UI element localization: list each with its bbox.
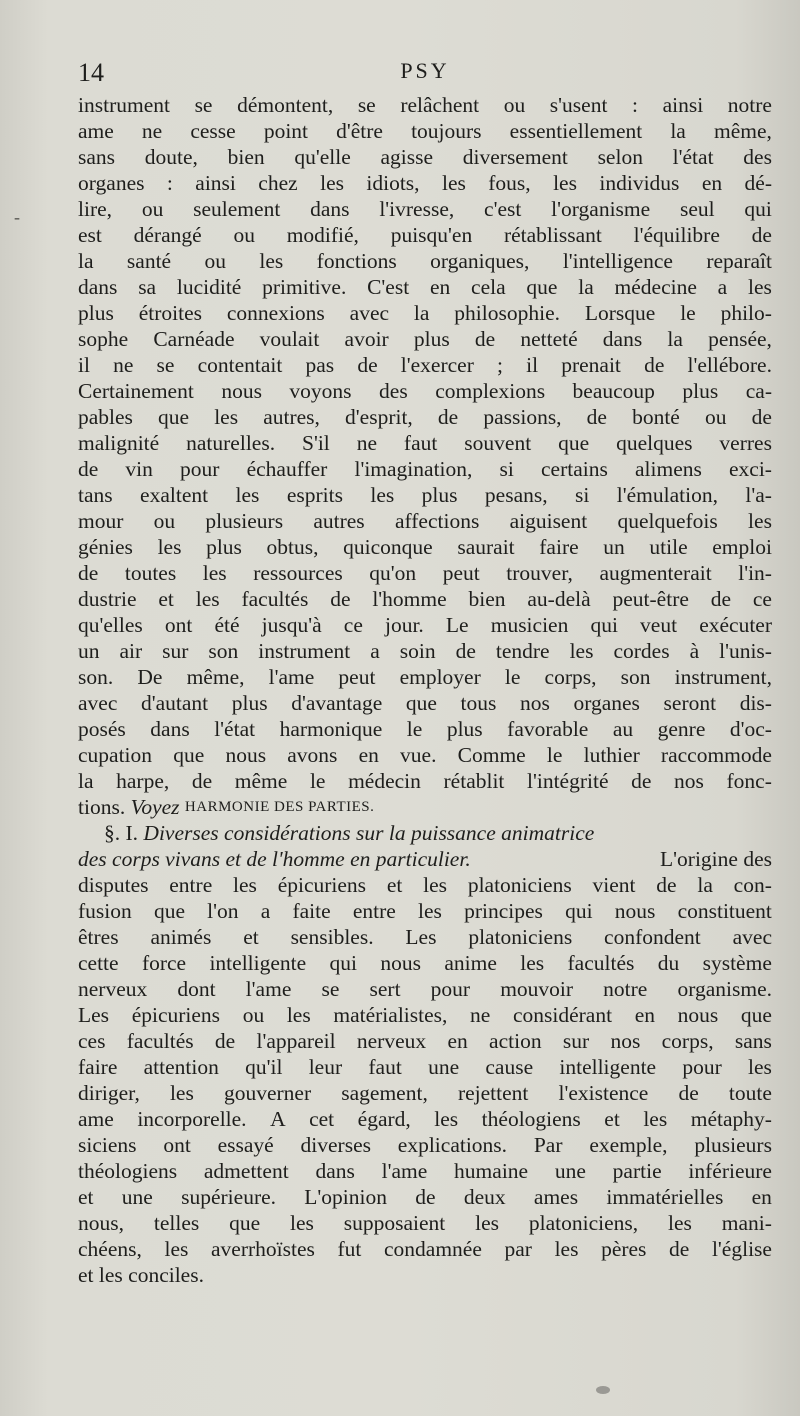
text-line: la harpe, de même le médecin rétablit l'intégrité de nos fonc- [78,769,772,793]
text-line: Les épicuriens ou les matérialistes, ne considérant en nous que [78,1003,772,1027]
section-heading-line-1 [78,820,772,846]
text-line: et une supérieure. L'opinion de deux ames immatérielles en [78,1185,772,1209]
section-heading-line-2 [78,846,772,872]
text-line: nous, telles que les supposaient les platoniciens, les mani- [78,1211,772,1235]
text-line: la santé ou les fonctions organiques, l'intelligence reparaît [78,249,772,273]
section-title-2: des corps vivans et de l'homme en particulier. [78,847,471,871]
text-line: Certainement nous voyons des complexions beaucoup plus ca- [78,379,772,403]
voyez-lead: tions. [78,795,126,819]
text-line: il ne se contentait pas de l'exercer ; il prenait de l'ellébore. [78,353,772,377]
text-line: sans doute, bien qu'elle agisse diversement selon l'état des [78,145,772,169]
text-line: ces facultés de l'appareil nerveux en action sur nos corps, sans [78,1029,772,1053]
text-line: siciens ont essayé diverses explications. Par exemple, plusieurs [78,1133,772,1157]
paper-speck [596,1386,610,1394]
text-line: instrument se démontent, se relâchent ou s'usent : ainsi notre [78,93,772,117]
text-line: son. De même, l'ame peut employer le corps, son instrument, [78,665,772,689]
text-line: êtres animés et sensibles. Les platoniciens confondent avec [78,925,772,949]
text-line: malignité naturelles. S'il ne faut souvent que quelques verres [78,431,772,455]
text-line-voyez [78,794,772,820]
text-line: faire attention qu'il leur faut une cause intelligente pour les [78,1055,772,1079]
text-line: théologiens admettent dans l'ame humaine une partie inférieure [78,1159,772,1183]
page-number: 14 [78,58,104,87]
text-line: qu'elles ont été jusqu'à ce jour. Le musicien qui veut exécuter [78,613,772,637]
text-line: un air sur son instrument a soin de tendre les cordes à l'unis- [78,639,772,663]
text-line: pables que les autres, d'esprit, de passions, de bonté ou de [78,405,772,429]
text-line: dans sa lucidité primitive. C'est en cela que la médecine a les [78,275,772,299]
text-line: de toutes les ressources qu'on peut trouver, augmenterait l'in- [78,561,772,585]
running-head: PSY [400,58,450,83]
text-line: chéens, les averrhoïstes fut condamnée par les pères de l'église [78,1237,772,1261]
page-header [78,58,772,92]
text-line: plus étroites connexions avec la philosophie. Lorsque le philo- [78,301,772,325]
text-line: dustrie et les facultés de l'homme bien au-delà peut-être de ce [78,587,772,611]
cross-reference: HARMONIE DES PARTIES. [184,799,375,815]
text-line: est dérangé ou modifié, puisqu'en rétablissant l'équilibre de [78,223,772,247]
text-line: nerveux dont l'ame se sert pour mouvoir notre organisme. [78,977,772,1001]
paragraph-2 [78,872,772,1262]
text-line: lire, ou seulement dans l'ivresse, c'est l'organisme seul qui [78,197,772,221]
text-line: diriger, les gouverner sagement, rejettent l'existence de toute [78,1081,772,1105]
text-line: posés dans l'état harmonique le plus favorable au genre d'oc- [78,717,772,741]
voyez-italic: Voyez [130,795,180,819]
text-line-last [78,1262,772,1288]
text-line: cette force intelligente qui nous anime les facultés du système [78,951,772,975]
margin-mark: - [14,207,20,227]
text-line: disputes entre les épicuriens et les platoniciens vient de la con- [78,873,772,897]
text-line: tans exaltent les esprits les plus pesans, si l'émulation, l'a- [78,483,772,507]
text-line: fusion que l'on a faite entre les principes qui nous constituent [78,899,772,923]
text-line: de vin pour échauffer l'imagination, si certains alimens exci- [78,457,772,481]
text-line: organes : ainsi chez les idiots, les fous, les individus en dé- [78,171,772,195]
text-line: avec d'autant plus d'avantage que tous nos organes seront dis- [78,691,772,715]
body-text [78,92,772,1288]
text-line: cupation que nous avons en vue. Comme le luthier raccommode [78,743,772,767]
text-line: sophe Carnéade voulait avoir plus de netteté dans la pensée, [78,327,772,351]
last-line: et les conciles. [78,1263,204,1287]
section-number: §. I. [104,821,139,845]
section-title-1: Diverses considérations sur la puissance animatrice [143,821,595,845]
text-line: ame ne cesse point d'être toujours essentiellement la même, [78,119,772,143]
text-line: génies les plus obtus, quiconque saurait faire un utile emploi [78,535,772,559]
text-line: ame incorporelle. A cet égard, les théologiens et les métaphy- [78,1107,772,1131]
paragraph-1 [78,92,772,794]
text-line: mour ou plusieurs autres affections aiguisent quelquefois les [78,509,772,533]
section-title-2-rest: L'origine des [660,847,772,871]
